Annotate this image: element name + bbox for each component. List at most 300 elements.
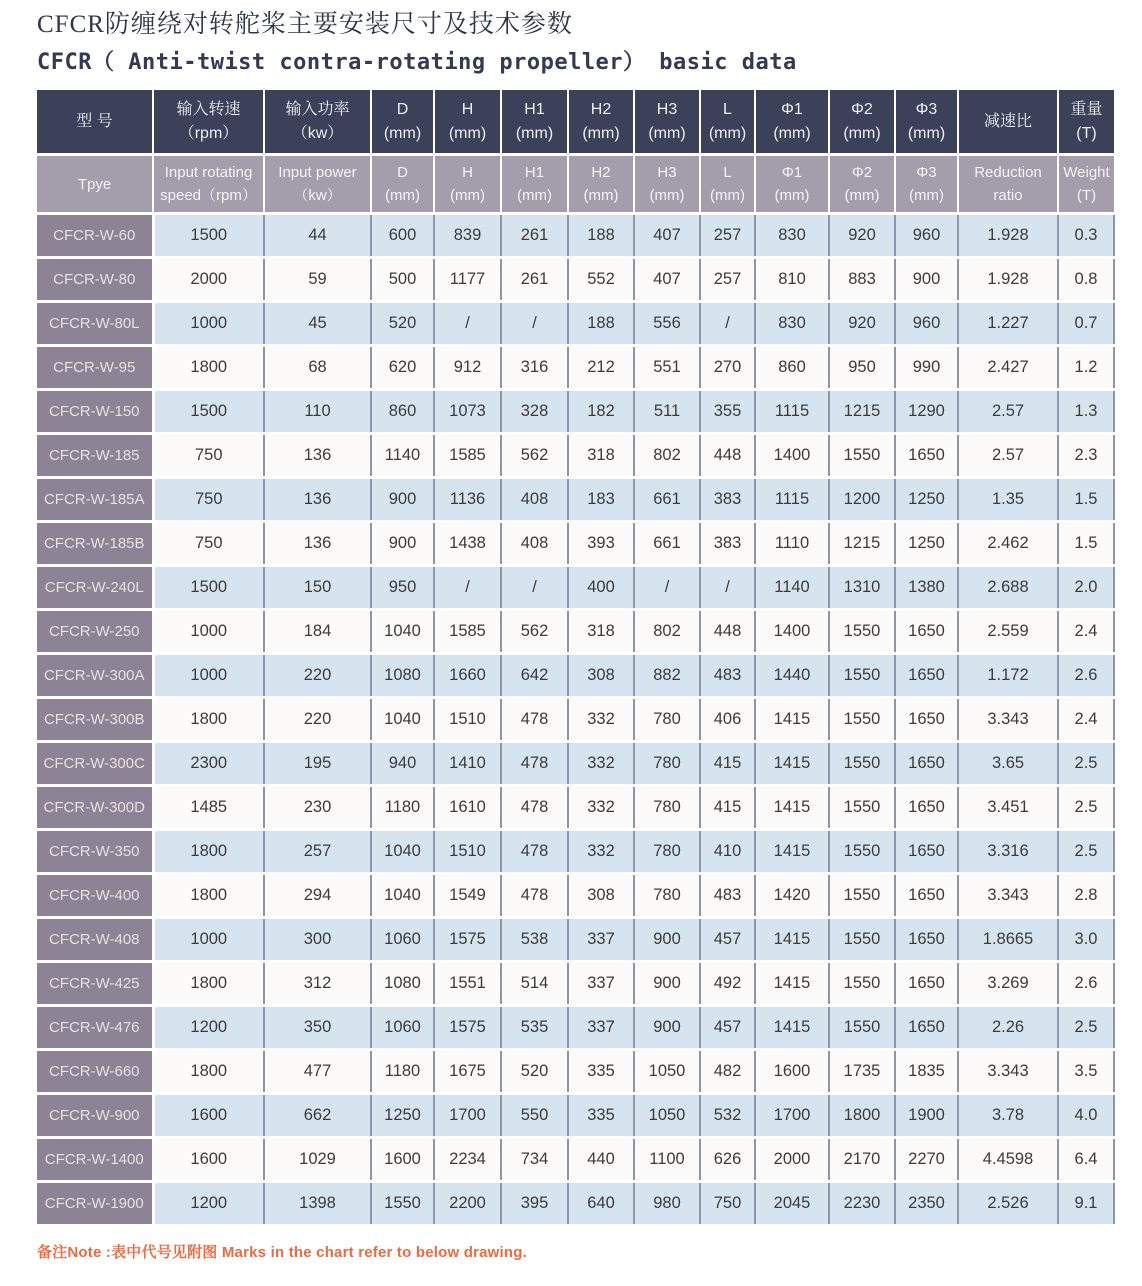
value-cell: 960 — [895, 302, 958, 346]
value-cell: 1440 — [755, 654, 829, 698]
value-cell: 912 — [434, 346, 501, 390]
value-cell: 1650 — [895, 698, 958, 742]
value-cell: / — [501, 566, 568, 610]
value-cell: 1550 — [829, 698, 895, 742]
value-cell: 410 — [700, 830, 755, 874]
value-cell: 780 — [634, 742, 700, 786]
value-cell: 500 — [371, 258, 434, 302]
value-cell: 1600 — [371, 1138, 434, 1182]
value-cell: 1100 — [634, 1138, 700, 1182]
table-row — [37, 434, 1114, 478]
value-cell: 1600 — [153, 1094, 264, 1138]
value-cell: 318 — [568, 434, 634, 478]
value-cell: 492 — [700, 962, 755, 1006]
value-cell: 1215 — [829, 390, 895, 434]
value-cell: 1060 — [371, 918, 434, 962]
value-cell: 1500 — [153, 390, 264, 434]
header-cell-zh-6: H2 (mm) — [568, 90, 634, 155]
value-cell: 355 — [700, 390, 755, 434]
value-cell: 188 — [568, 302, 634, 346]
value-cell: 0.7 — [1058, 302, 1114, 346]
table-row — [37, 522, 1114, 566]
value-cell: 1600 — [755, 1050, 829, 1094]
value-cell: 1040 — [371, 830, 434, 874]
value-cell: 1380 — [895, 566, 958, 610]
value-cell: 400 — [568, 566, 634, 610]
table-row — [37, 302, 1114, 346]
spec-table-body — [37, 214, 1114, 1226]
value-cell: 188 — [568, 214, 634, 258]
value-cell: 482 — [700, 1050, 755, 1094]
value-cell: 308 — [568, 874, 634, 918]
value-cell: 407 — [634, 258, 700, 302]
value-cell: 1415 — [755, 962, 829, 1006]
value-cell: 220 — [264, 698, 371, 742]
header-cell-en-4: H (mm) — [434, 155, 501, 214]
header-cell-zh-5: H1 (mm) — [501, 90, 568, 155]
header-cell-en-8: L (mm) — [700, 155, 755, 214]
value-cell: 1140 — [371, 434, 434, 478]
value-cell: 3.316 — [958, 830, 1058, 874]
value-cell: 1510 — [434, 830, 501, 874]
table-row — [37, 786, 1114, 830]
value-cell: 4.4598 — [958, 1138, 1058, 1182]
value-cell: / — [700, 566, 755, 610]
value-cell: 3.269 — [958, 962, 1058, 1006]
value-cell: 860 — [755, 346, 829, 390]
value-cell: 2.5 — [1058, 1006, 1114, 1050]
table-row — [37, 566, 1114, 610]
value-cell: 940 — [371, 742, 434, 786]
value-cell: 45 — [264, 302, 371, 346]
value-cell: 212 — [568, 346, 634, 390]
value-cell: 457 — [700, 918, 755, 962]
value-cell: 1650 — [895, 962, 958, 1006]
value-cell: 2000 — [153, 258, 264, 302]
value-cell: 270 — [700, 346, 755, 390]
value-cell: 1.172 — [958, 654, 1058, 698]
value-cell: 1415 — [755, 698, 829, 742]
value-cell: 830 — [755, 302, 829, 346]
value-cell: 661 — [634, 478, 700, 522]
value-cell: 1650 — [895, 742, 958, 786]
value-cell: / — [434, 302, 501, 346]
value-cell: 1.5 — [1058, 478, 1114, 522]
header-cell-en-6: H2 (mm) — [568, 155, 634, 214]
value-cell: 3.0 — [1058, 918, 1114, 962]
value-cell: 1000 — [153, 918, 264, 962]
value-cell: 2.3 — [1058, 434, 1114, 478]
value-cell: 900 — [634, 1006, 700, 1050]
value-cell: 1650 — [895, 786, 958, 830]
value-cell: 780 — [634, 786, 700, 830]
page-title-zh: CFCR防缠绕对转舵桨主要安装尺寸及技术参数 — [37, 11, 573, 38]
value-cell: 1415 — [755, 1006, 829, 1050]
value-cell: 312 — [264, 962, 371, 1006]
value-cell: 2.427 — [958, 346, 1058, 390]
value-cell: 882 — [634, 654, 700, 698]
model-cell: CFCR-W-185A — [37, 478, 153, 522]
header-cell-en-13: Weight (T) — [1058, 155, 1114, 214]
header-cell-en-3: D (mm) — [371, 155, 434, 214]
model-cell: CFCR-W-400 — [37, 874, 153, 918]
value-cell: 483 — [700, 874, 755, 918]
value-cell: 830 — [755, 214, 829, 258]
value-cell: 810 — [755, 258, 829, 302]
value-cell: 562 — [501, 610, 568, 654]
table-row — [37, 478, 1114, 522]
value-cell: 1060 — [371, 1006, 434, 1050]
value-cell: 1550 — [829, 786, 895, 830]
value-cell: 2.688 — [958, 566, 1058, 610]
value-cell: 900 — [895, 258, 958, 302]
value-cell: 335 — [568, 1050, 634, 1094]
value-cell: 640 — [568, 1182, 634, 1226]
value-cell: 1180 — [371, 786, 434, 830]
value-cell: 1180 — [371, 1050, 434, 1094]
value-cell: 3.343 — [958, 874, 1058, 918]
header-cell-zh-7: H3 (mm) — [634, 90, 700, 155]
value-cell: 734 — [501, 1138, 568, 1182]
header-cell-zh-11: Φ3 (mm) — [895, 90, 958, 155]
value-cell: 308 — [568, 654, 634, 698]
spec-table — [37, 90, 1115, 1227]
value-cell: 1200 — [153, 1006, 264, 1050]
value-cell: 337 — [568, 962, 634, 1006]
value-cell: 316 — [501, 346, 568, 390]
value-cell: 532 — [700, 1094, 755, 1138]
model-cell: CFCR-W-408 — [37, 918, 153, 962]
value-cell: 2.526 — [958, 1182, 1058, 1226]
value-cell: 1550 — [829, 874, 895, 918]
value-cell: 2.559 — [958, 610, 1058, 654]
value-cell: 1.8665 — [958, 918, 1058, 962]
value-cell: 661 — [634, 522, 700, 566]
value-cell: 1000 — [153, 654, 264, 698]
value-cell: 1050 — [634, 1050, 700, 1094]
header-cell-zh-9: Φ1 (mm) — [755, 90, 829, 155]
value-cell: 562 — [501, 434, 568, 478]
value-cell: 261 — [501, 258, 568, 302]
value-cell: 257 — [264, 830, 371, 874]
value-cell: 136 — [264, 434, 371, 478]
table-row — [37, 874, 1114, 918]
value-cell: / — [634, 566, 700, 610]
value-cell: 1250 — [895, 478, 958, 522]
value-cell: 1500 — [153, 214, 264, 258]
value-cell: 1000 — [153, 302, 264, 346]
value-cell: 448 — [700, 434, 755, 478]
model-cell: CFCR-W-300C — [37, 742, 153, 786]
table-row — [37, 610, 1114, 654]
value-cell: 230 — [264, 786, 371, 830]
value-cell: 1415 — [755, 786, 829, 830]
value-cell: 780 — [634, 874, 700, 918]
value-cell: 3.65 — [958, 742, 1058, 786]
value-cell: 1410 — [434, 742, 501, 786]
value-cell: / — [700, 302, 755, 346]
header-cell-zh-0: 型 号 — [37, 90, 153, 155]
value-cell: 1415 — [755, 918, 829, 962]
model-cell: CFCR-W-300D — [37, 786, 153, 830]
value-cell: 1550 — [829, 742, 895, 786]
value-cell: 1650 — [895, 830, 958, 874]
value-cell: 556 — [634, 302, 700, 346]
value-cell: 2.5 — [1058, 830, 1114, 874]
model-cell: CFCR-W-185B — [37, 522, 153, 566]
value-cell: 1800 — [153, 830, 264, 874]
value-cell: 395 — [501, 1182, 568, 1226]
value-cell: 3.5 — [1058, 1050, 1114, 1094]
value-cell: 1650 — [895, 874, 958, 918]
value-cell: 2350 — [895, 1182, 958, 1226]
value-cell: 195 — [264, 742, 371, 786]
header-cell-en-2: Input power （kw） — [264, 155, 371, 214]
value-cell: 1550 — [829, 830, 895, 874]
value-cell: 2.4 — [1058, 698, 1114, 742]
value-cell: 2234 — [434, 1138, 501, 1182]
value-cell: 538 — [501, 918, 568, 962]
value-cell: 750 — [153, 478, 264, 522]
value-cell: 2.5 — [1058, 742, 1114, 786]
value-cell: 1700 — [434, 1094, 501, 1138]
value-cell: 9.1 — [1058, 1182, 1114, 1226]
value-cell: 1650 — [895, 918, 958, 962]
value-cell: 1110 — [755, 522, 829, 566]
value-cell: 2.26 — [958, 1006, 1058, 1050]
value-cell: 1.5 — [1058, 522, 1114, 566]
value-cell: 1550 — [829, 654, 895, 698]
value-cell: 511 — [634, 390, 700, 434]
value-cell: 1250 — [371, 1094, 434, 1138]
value-cell: 1610 — [434, 786, 501, 830]
value-cell: 550 — [501, 1094, 568, 1138]
model-cell: CFCR-W-476 — [37, 1006, 153, 1050]
value-cell: 520 — [501, 1050, 568, 1094]
value-cell: 1080 — [371, 654, 434, 698]
model-cell: CFCR-W-350 — [37, 830, 153, 874]
value-cell: 294 — [264, 874, 371, 918]
value-cell: 662 — [264, 1094, 371, 1138]
model-cell: CFCR-W-1900 — [37, 1182, 153, 1226]
table-row — [37, 214, 1114, 258]
header-cell-zh-3: D (mm) — [371, 90, 434, 155]
value-cell: 332 — [568, 742, 634, 786]
value-cell: 2270 — [895, 1138, 958, 1182]
value-cell: 1650 — [895, 654, 958, 698]
value-cell: 318 — [568, 610, 634, 654]
value-cell: 350 — [264, 1006, 371, 1050]
value-cell: 477 — [264, 1050, 371, 1094]
value-cell: 2.4 — [1058, 610, 1114, 654]
value-cell: 1500 — [153, 566, 264, 610]
table-row — [37, 1006, 1114, 1050]
header-cell-en-11: Φ3 (mm) — [895, 155, 958, 214]
value-cell: 261 — [501, 214, 568, 258]
value-cell: 950 — [829, 346, 895, 390]
value-cell: 900 — [634, 918, 700, 962]
value-cell: 1735 — [829, 1050, 895, 1094]
header-cell-zh-8: L (mm) — [700, 90, 755, 155]
value-cell: 750 — [153, 522, 264, 566]
value-cell: 1438 — [434, 522, 501, 566]
value-cell: 415 — [700, 742, 755, 786]
footnote: 备注Note :表中代号见附图 Marks in the chart refer to below drawing. — [37, 1244, 527, 1261]
value-cell: 59 — [264, 258, 371, 302]
value-cell: 2.6 — [1058, 654, 1114, 698]
value-cell: 1040 — [371, 698, 434, 742]
value-cell: 950 — [371, 566, 434, 610]
value-cell: 478 — [501, 698, 568, 742]
table-row — [37, 258, 1114, 302]
value-cell: 1800 — [153, 874, 264, 918]
value-cell: 3.451 — [958, 786, 1058, 830]
value-cell: 415 — [700, 786, 755, 830]
value-cell: 1200 — [153, 1182, 264, 1226]
table-row — [37, 698, 1114, 742]
value-cell: 2000 — [755, 1138, 829, 1182]
value-cell: 150 — [264, 566, 371, 610]
value-cell: 110 — [264, 390, 371, 434]
value-cell: 1660 — [434, 654, 501, 698]
value-cell: 642 — [501, 654, 568, 698]
value-cell: 383 — [700, 522, 755, 566]
table-row — [37, 918, 1114, 962]
value-cell: 1420 — [755, 874, 829, 918]
value-cell: / — [501, 302, 568, 346]
header-cell-zh-13: 重量 (T) — [1058, 90, 1114, 155]
header-cell-en-5: H1 (mm) — [501, 155, 568, 214]
table-row — [37, 830, 1114, 874]
value-cell: 335 — [568, 1094, 634, 1138]
value-cell: 337 — [568, 918, 634, 962]
header-row-zh — [37, 90, 1114, 155]
value-cell: 0.8 — [1058, 258, 1114, 302]
value-cell: 300 — [264, 918, 371, 962]
model-cell: CFCR-W-300A — [37, 654, 153, 698]
model-cell: CFCR-W-80 — [37, 258, 153, 302]
value-cell: 478 — [501, 742, 568, 786]
value-cell: 328 — [501, 390, 568, 434]
header-cell-zh-4: H (mm) — [434, 90, 501, 155]
value-cell: 2230 — [829, 1182, 895, 1226]
value-cell: 883 — [829, 258, 895, 302]
value-cell: 2300 — [153, 742, 264, 786]
value-cell: 802 — [634, 434, 700, 478]
model-cell: CFCR-W-660 — [37, 1050, 153, 1094]
value-cell: 551 — [634, 346, 700, 390]
value-cell: 600 — [371, 214, 434, 258]
value-cell: 1800 — [153, 698, 264, 742]
table-row — [37, 346, 1114, 390]
header-cell-zh-1: 输入转速 （rpm） — [153, 90, 264, 155]
header-cell-zh-10: Φ2 (mm) — [829, 90, 895, 155]
value-cell: 990 — [895, 346, 958, 390]
header-cell-zh-12: 减速比 — [958, 90, 1058, 155]
value-cell: 1550 — [829, 1006, 895, 1050]
table-row — [37, 962, 1114, 1006]
value-cell: 1585 — [434, 434, 501, 478]
value-cell: 1050 — [634, 1094, 700, 1138]
value-cell: 1900 — [895, 1094, 958, 1138]
value-cell: 1200 — [829, 478, 895, 522]
value-cell: 535 — [501, 1006, 568, 1050]
value-cell: 1400 — [755, 434, 829, 478]
value-cell: 3.78 — [958, 1094, 1058, 1138]
value-cell: 383 — [700, 478, 755, 522]
value-cell: 620 — [371, 346, 434, 390]
value-cell: 900 — [371, 522, 434, 566]
value-cell: 1600 — [153, 1138, 264, 1182]
value-cell: 1.2 — [1058, 346, 1114, 390]
value-cell: 1510 — [434, 698, 501, 742]
value-cell: 900 — [634, 962, 700, 1006]
value-cell: 1290 — [895, 390, 958, 434]
model-cell: CFCR-W-250 — [37, 610, 153, 654]
table-row — [37, 1094, 1114, 1138]
value-cell: 750 — [700, 1182, 755, 1226]
value-cell: 2.5 — [1058, 786, 1114, 830]
value-cell: 514 — [501, 962, 568, 1006]
value-cell: 2200 — [434, 1182, 501, 1226]
header-cell-en-10: Φ2 (mm) — [829, 155, 895, 214]
value-cell: 136 — [264, 478, 371, 522]
value-cell: 457 — [700, 1006, 755, 1050]
model-cell: CFCR-W-185 — [37, 434, 153, 478]
value-cell: 332 — [568, 786, 634, 830]
value-cell: 1800 — [829, 1094, 895, 1138]
value-cell: 1040 — [371, 874, 434, 918]
value-cell: 3.343 — [958, 698, 1058, 742]
value-cell: 408 — [501, 522, 568, 566]
header-cell-en-7: H3 (mm) — [634, 155, 700, 214]
value-cell: 483 — [700, 654, 755, 698]
value-cell: 2045 — [755, 1182, 829, 1226]
value-cell: 332 — [568, 830, 634, 874]
value-cell: 1310 — [829, 566, 895, 610]
value-cell: 257 — [700, 214, 755, 258]
table-row — [37, 390, 1114, 434]
value-cell: 408 — [501, 478, 568, 522]
value-cell: 1398 — [264, 1182, 371, 1226]
value-cell: 183 — [568, 478, 634, 522]
value-cell: 478 — [501, 830, 568, 874]
table-row — [37, 1138, 1114, 1182]
value-cell: 1415 — [755, 830, 829, 874]
value-cell: 44 — [264, 214, 371, 258]
value-cell: 1215 — [829, 522, 895, 566]
value-cell: 1551 — [434, 962, 501, 1006]
value-cell: 406 — [700, 698, 755, 742]
value-cell: 182 — [568, 390, 634, 434]
value-cell: 478 — [501, 786, 568, 830]
value-cell: 900 — [371, 478, 434, 522]
model-cell: CFCR-W-300B — [37, 698, 153, 742]
value-cell: / — [434, 566, 501, 610]
value-cell: 802 — [634, 610, 700, 654]
value-cell: 552 — [568, 258, 634, 302]
value-cell: 2.6 — [1058, 962, 1114, 1006]
value-cell: 1550 — [829, 918, 895, 962]
value-cell: 980 — [634, 1182, 700, 1226]
header-row-en — [37, 155, 1114, 214]
value-cell: 440 — [568, 1138, 634, 1182]
table-row — [37, 742, 1114, 786]
value-cell: 1400 — [755, 610, 829, 654]
value-cell: 1.928 — [958, 214, 1058, 258]
value-cell: 1650 — [895, 434, 958, 478]
value-cell: 2.0 — [1058, 566, 1114, 610]
